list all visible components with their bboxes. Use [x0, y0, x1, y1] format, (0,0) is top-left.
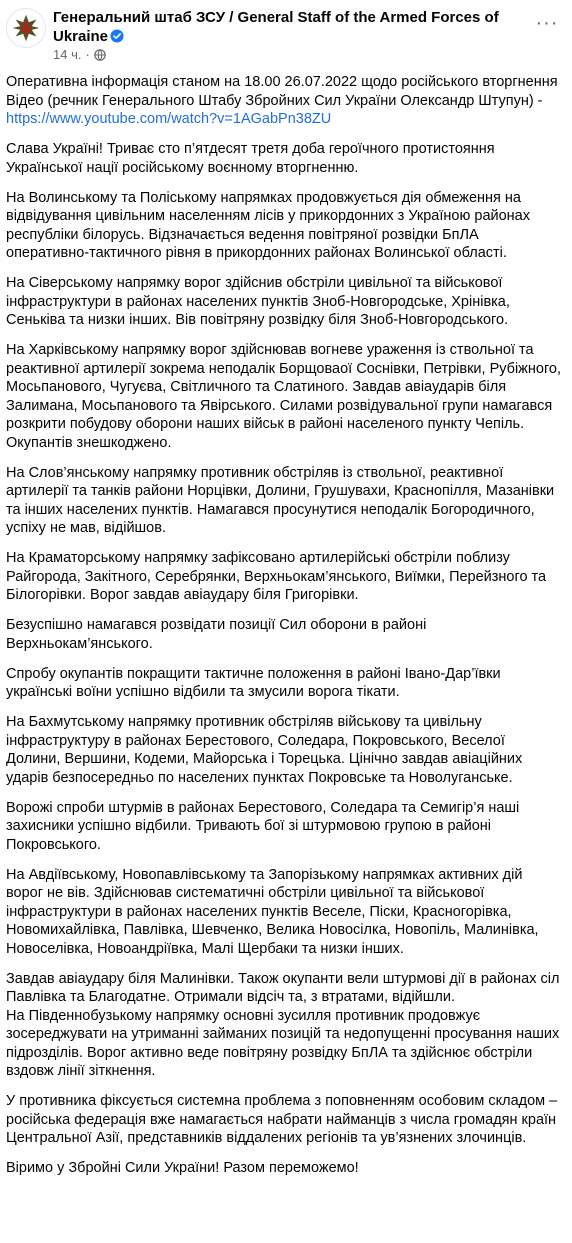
post-body: [6, 73, 562, 1189]
post-paragraph: На Сіверському напрямку ворог здійснив обстріли цивільної та військової інфраструктури в районах населених пунктів Зноб-Новгородське, Хрінівка, Сеньківа та низки інших. Вів повітряну розвідку біля Зноб-Новгородського.: [6, 275, 510, 328]
post-paragraph: Безуспішно намагався розвідати позиції Сил оборони в районі Верхньокам’янського.: [6, 617, 427, 652]
post-paragraph: На Волинському та Поліському напрямках продовжується дія обмеження на відвідування цивільним населенням лісів у прикордонних з Україною районах республіки білорусь. Відзначається ведення повітряної розвідки БпЛА оперативно-тактичного рівня в прикордонних районах Волинської області.: [6, 189, 530, 261]
post-paragraph: На Краматорському напрямку зафіксовано артилерійські обстріли поблизу Райгорода, Закітного, Серебрянки, Верхньокам’янського, Виїмки, Перейзного та Білогорівки. Ворог завдав авіаудару біля Григорівки.: [6, 550, 547, 603]
post-timestamp[interactable]: 14 ч.: [53, 47, 82, 62]
post-meta: [53, 47, 106, 63]
report-title: Оперативна інформація станом на 18.00 26.07.2022 щодо російського вторгнення: [6, 74, 558, 90]
armed-forces-emblem-icon: [7, 9, 45, 47]
page-avatar[interactable]: [6, 8, 46, 48]
post-paragraph: На Бахмутському напрямку противник обстріляв військову та цивільну інфраструктуру в районах Берестового, Соледара, Покровського, Веселої Долини, Вершини, Кодеми, Майорська і Торецька. Цінічно завдав авіаційних ударів безпосередньо по населених пунктах Покровське та Новолуганське.: [6, 714, 523, 786]
paragraph-line: Завдав авіаудару біля Малинівки. Також окупанти вели штурмові дії в районах сіл Павлівка та Благодатне. Отримали відсіч та, з втратами, відійшли.: [6, 970, 560, 1005]
paragraph-line: На Південнобузькому напрямку основні зусилля противник продовжує зосереджувати на утриманні займаних позицій та недопущенні просування наших підрозділів. Ворог активно веде повітряну розвідку БпЛА та здійснює обстріли вздовж лінії зіткнення.: [6, 1007, 560, 1079]
post-paragraph: [6, 73, 562, 129]
post-header: [0, 0, 572, 66]
globe-icon[interactable]: [94, 49, 106, 61]
post-paragraph: Слава Україні! Триває сто п’ятдесят третя доба героїчного протистояння Української нації російському воєнному вторгненню.: [6, 141, 495, 176]
meta-separator: ·: [85, 47, 90, 62]
post-paragraph: У противника фіксується системна проблема з поповненням особовим складом – російська федерація вже намагається набрати найманців з числа громадян країн Центральної Азії, представників віддалених регіонів та ув’язнених злочинців.: [6, 1093, 558, 1146]
post-paragraph: Ворожі спроби штурмів в районах Берестового, Соледара та Семигір’я наші захисники успішно відбили. Тривають бої зі штурмовою групою в районі Покровського.: [6, 799, 520, 853]
post-paragraph: На Харківському напрямку ворог здійснював вогневе ураження із ствольної та реактивної артилерії зокрема неподалік Борщоваої Соснівки, Петрівки, Рубіжного, Мосьпанового, Чугуєва, Світличного та Слатиного. Завдав авіаударів біля Залимана, Мосьпанового та Явірського. Силами розвідувальної групи намагався розкрити побудову оборони наших військ в районі населеного пункту Чепіль. Окупантів знешкоджено.: [6, 342, 562, 451]
page-name-link[interactable]: [53, 8, 513, 46]
post-paragraph: [6, 970, 562, 1081]
post-paragraph: Спробу окупантів покращити тактичне положення в районі Івано-Дар’ївки українські воїни успішно відбили та змусили ворога тікати.: [6, 665, 501, 700]
closing-line: Віримо у Збройні Сили України! Разом переможемо!: [6, 1160, 359, 1176]
more-options-button[interactable]: ···: [535, 12, 559, 34]
page-name-text[interactable]: Генеральний штаб ЗСУ / General Staff of the Armed Forces of Ukraine: [53, 9, 499, 45]
youtube-link[interactable]: https://www.youtube.com/watch?v=1AGabPn38ZU: [6, 111, 332, 127]
video-caption: Відео (речник Генерального Штабу Збройних Сил України Олександр Штупун) -: [6, 92, 543, 109]
post-paragraph: На Слов’янському напрямку противник обстріляв із ствольної, реактивної артилерії та танків райони Норцівки, Долини, Грушувахи, Краснопілля, Мазанівки та інших населених пунктів. Намагався просунутися неподалік Богородичного, успіху не мав, відійшов.: [6, 464, 555, 536]
post-paragraph: На Авдіївському, Новопавлівському та Запорізькому напрямках активних дій ворог не вів. Здійснював систематичні обстріли цивільної та військової інфраструктури в районах населених пунктів Веселе, Піски, Красногорівка, Новомихайлівка, Павлівка, Шевченко, Велика Новосілка, Новопіль, Малинівка, Новоселівка, Новоандріївка, Малі Щербаки та низки інших.: [6, 866, 539, 957]
verified-badge-icon: [110, 29, 124, 43]
